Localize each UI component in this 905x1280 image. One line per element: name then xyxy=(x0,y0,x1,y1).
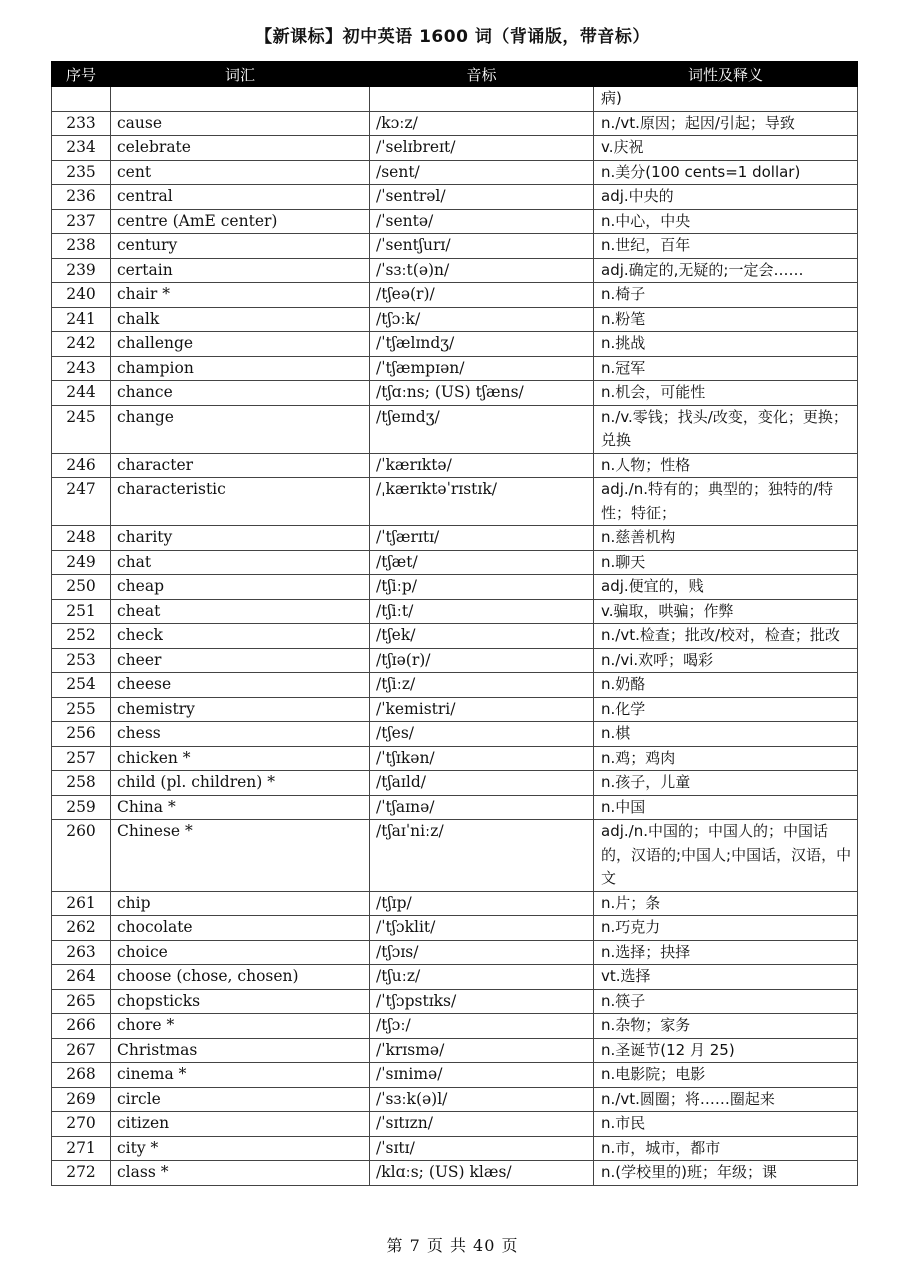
meaning-cell: n.棋 xyxy=(594,722,858,747)
word-cell: circle xyxy=(111,1087,370,1112)
phonetic-cell: /ˈsentrəl/ xyxy=(370,185,594,210)
meaning-cell: n.化学 xyxy=(594,697,858,722)
table-row xyxy=(52,916,858,941)
phonetic-cell: /ˈkemistri/ xyxy=(370,697,594,722)
table-row xyxy=(52,891,858,916)
meaning-cell: n.市民 xyxy=(594,1112,858,1137)
word-cell: change xyxy=(111,405,370,453)
word-number: 267 xyxy=(52,1038,111,1063)
phonetic-cell: /tʃɔɪs/ xyxy=(370,940,594,965)
table-row xyxy=(52,624,858,649)
meaning-cell: n.世纪，百年 xyxy=(594,234,858,259)
word-cell: chat xyxy=(111,550,370,575)
phonetic-cell: /ˈsɪtɪ/ xyxy=(370,1136,594,1161)
word-number: 272 xyxy=(52,1161,111,1186)
header-number: 序号 xyxy=(52,62,111,87)
phonetic-cell: /tʃes/ xyxy=(370,722,594,747)
phonetic-cell: /tʃɔːk/ xyxy=(370,307,594,332)
table-row xyxy=(52,307,858,332)
table-row xyxy=(52,283,858,308)
table-row xyxy=(52,453,858,478)
table-row xyxy=(52,185,858,210)
meaning-cell: vt.选择 xyxy=(594,965,858,990)
table-row xyxy=(52,697,858,722)
word-number: 260 xyxy=(52,820,111,892)
word-cell: child (pl. children) * xyxy=(111,771,370,796)
word-number: 270 xyxy=(52,1112,111,1137)
word-cell: check xyxy=(111,624,370,649)
word-number: 244 xyxy=(52,381,111,406)
table-header-row xyxy=(52,62,858,87)
phonetic-cell: /ˈtʃɔklit/ xyxy=(370,916,594,941)
word-number: 264 xyxy=(52,965,111,990)
word-number: 271 xyxy=(52,1136,111,1161)
word-number: 247 xyxy=(52,478,111,526)
word-cell: century xyxy=(111,234,370,259)
phonetic-cell: /ˈkærɪktə/ xyxy=(370,453,594,478)
phonetic-cell: /ˈtʃɪkən/ xyxy=(370,746,594,771)
phonetic-cell: /tʃiːz/ xyxy=(370,673,594,698)
meaning-cell: adj.便宜的，贱 xyxy=(594,575,858,600)
word-cell: challenge xyxy=(111,332,370,357)
word-number: 236 xyxy=(52,185,111,210)
phonetic-cell: /ˈtʃæmpɪən/ xyxy=(370,356,594,381)
word-cell: champion xyxy=(111,356,370,381)
phonetic-cell: /ˌkærɪktəˈrɪstɪk/ xyxy=(370,478,594,526)
word-cell: character xyxy=(111,453,370,478)
word-cell xyxy=(111,87,370,112)
word-number: 255 xyxy=(52,697,111,722)
word-cell: chip xyxy=(111,891,370,916)
word-cell: Christmas xyxy=(111,1038,370,1063)
table-row xyxy=(52,1136,858,1161)
word-cell: chess xyxy=(111,722,370,747)
meaning-cell: n.片；条 xyxy=(594,891,858,916)
meaning-cell: n./vt.检查；批改/校对，检查；批改 xyxy=(594,624,858,649)
meaning-cell: n.中国 xyxy=(594,795,858,820)
table-row xyxy=(52,1038,858,1063)
word-number: 257 xyxy=(52,746,111,771)
meaning-cell: n.聊天 xyxy=(594,550,858,575)
table-row xyxy=(52,989,858,1014)
phonetic-cell: /tʃɔː/ xyxy=(370,1014,594,1039)
table-row xyxy=(52,234,858,259)
word-number: 253 xyxy=(52,648,111,673)
table-row xyxy=(52,209,858,234)
table-row xyxy=(52,1161,858,1186)
table-row xyxy=(52,526,858,551)
word-number: 261 xyxy=(52,891,111,916)
header-phonetic: 音标 xyxy=(370,62,594,87)
word-cell: chemistry xyxy=(111,697,370,722)
meaning-cell: 病) xyxy=(594,87,858,112)
word-cell: cheap xyxy=(111,575,370,600)
word-number: 245 xyxy=(52,405,111,453)
meaning-cell: n./v.零钱；找头/改变，变化；更换；兑换 xyxy=(594,405,858,453)
word-number: 266 xyxy=(52,1014,111,1039)
meaning-cell: n.美分(100 cents=1 dollar) xyxy=(594,160,858,185)
word-number: 248 xyxy=(52,526,111,551)
table-row xyxy=(52,648,858,673)
word-number: 233 xyxy=(52,111,111,136)
word-cell: China * xyxy=(111,795,370,820)
word-number: 251 xyxy=(52,599,111,624)
word-cell: class * xyxy=(111,1161,370,1186)
word-number: 263 xyxy=(52,940,111,965)
phonetic-cell: /ˈselɪbreɪt/ xyxy=(370,136,594,161)
word-cell: cheat xyxy=(111,599,370,624)
word-cell: chair * xyxy=(111,283,370,308)
phonetic-cell: /tʃaɪˈniːz/ xyxy=(370,820,594,892)
phonetic-cell: /tʃæt/ xyxy=(370,550,594,575)
phonetic-cell: /tʃɪə(r)/ xyxy=(370,648,594,673)
word-number: 238 xyxy=(52,234,111,259)
table-row xyxy=(52,87,858,112)
word-cell: chore * xyxy=(111,1014,370,1039)
table-row xyxy=(52,111,858,136)
word-number: 268 xyxy=(52,1063,111,1088)
word-number: 259 xyxy=(52,795,111,820)
word-cell: chopsticks xyxy=(111,989,370,1014)
phonetic-cell: /tʃiːp/ xyxy=(370,575,594,600)
table-row xyxy=(52,258,858,283)
table-row xyxy=(52,1087,858,1112)
meaning-cell: n.(学校里的)班；年级；课 xyxy=(594,1161,858,1186)
word-cell: cause xyxy=(111,111,370,136)
table-row xyxy=(52,381,858,406)
table-row xyxy=(52,1014,858,1039)
table-row xyxy=(52,1112,858,1137)
meaning-cell: n.挑战 xyxy=(594,332,858,357)
header-meaning: 词性及释义 xyxy=(594,62,858,87)
meaning-cell: n.中心，中央 xyxy=(594,209,858,234)
meaning-cell: n.孩子，儿童 xyxy=(594,771,858,796)
table-row xyxy=(52,599,858,624)
meaning-cell: n./vi.欢呼；喝彩 xyxy=(594,648,858,673)
page-footer: 第 7 页 共 40 页 xyxy=(386,1236,519,1255)
meaning-cell: adj./n.中国的；中国人的；中国话的，汉语的;中国人;中国话，汉语，中文 xyxy=(594,820,858,892)
table-row xyxy=(52,160,858,185)
meaning-cell: n.圣诞节(12 月 25) xyxy=(594,1038,858,1063)
word-cell: choice xyxy=(111,940,370,965)
meaning-cell: n.筷子 xyxy=(594,989,858,1014)
phonetic-cell: /ˈsentʃurɪ/ xyxy=(370,234,594,259)
phonetic-cell: /ˈsɪnimə/ xyxy=(370,1063,594,1088)
phonetic-cell xyxy=(370,87,594,112)
meaning-cell: n.机会，可能性 xyxy=(594,381,858,406)
word-cell: cent xyxy=(111,160,370,185)
word-cell: Chinese * xyxy=(111,820,370,892)
page-title: 【新课标】初中英语 1600 词（背诵版，带音标） xyxy=(255,27,650,47)
table-row xyxy=(52,722,858,747)
meaning-cell: n.市，城市，都市 xyxy=(594,1136,858,1161)
word-number: 239 xyxy=(52,258,111,283)
word-cell: certain xyxy=(111,258,370,283)
word-number: 262 xyxy=(52,916,111,941)
table-row xyxy=(52,795,858,820)
meaning-cell: adj./n.特有的；典型的；独特的/特性；特征； xyxy=(594,478,858,526)
word-number: 249 xyxy=(52,550,111,575)
word-cell: city * xyxy=(111,1136,370,1161)
word-number: 241 xyxy=(52,307,111,332)
word-cell: cheese xyxy=(111,673,370,698)
word-cell: chalk xyxy=(111,307,370,332)
word-number: 252 xyxy=(52,624,111,649)
phonetic-cell: /tʃiːt/ xyxy=(370,599,594,624)
word-number: 237 xyxy=(52,209,111,234)
meaning-cell: n.杂物；家务 xyxy=(594,1014,858,1039)
phonetic-cell: /ˈtʃaɪnə/ xyxy=(370,795,594,820)
phonetic-cell: /ˈsɜːt(ə)n/ xyxy=(370,258,594,283)
word-cell: cheer xyxy=(111,648,370,673)
phonetic-cell: /tʃɑːns; (US) tʃæns/ xyxy=(370,381,594,406)
word-cell: chicken * xyxy=(111,746,370,771)
vocabulary-table xyxy=(51,61,858,1186)
word-cell: central xyxy=(111,185,370,210)
word-number: 254 xyxy=(52,673,111,698)
word-cell: citizen xyxy=(111,1112,370,1137)
phonetic-cell: /tʃeɪndʒ/ xyxy=(370,405,594,453)
table-row xyxy=(52,478,858,526)
vocabulary-rows xyxy=(52,87,858,1186)
meaning-cell: n.椅子 xyxy=(594,283,858,308)
phonetic-cell: /ˈsɜːk(ə)l/ xyxy=(370,1087,594,1112)
meaning-cell: n.奶酪 xyxy=(594,673,858,698)
phonetic-cell: /tʃek/ xyxy=(370,624,594,649)
word-number: 243 xyxy=(52,356,111,381)
word-number: 242 xyxy=(52,332,111,357)
phonetic-cell: /tʃeə(r)/ xyxy=(370,283,594,308)
word-cell: characteristic xyxy=(111,478,370,526)
word-number: 269 xyxy=(52,1087,111,1112)
phonetic-cell: /sent/ xyxy=(370,160,594,185)
phonetic-cell: /ˈtʃælɪndʒ/ xyxy=(370,332,594,357)
table-row xyxy=(52,136,858,161)
word-number xyxy=(52,87,111,112)
word-cell: choose (chose, chosen) xyxy=(111,965,370,990)
header-word: 词汇 xyxy=(111,62,370,87)
table-row xyxy=(52,405,858,453)
table-row xyxy=(52,575,858,600)
phonetic-cell: /ˈtʃɔpstɪks/ xyxy=(370,989,594,1014)
meaning-cell: n.巧克力 xyxy=(594,916,858,941)
meaning-cell: adj.确定的,无疑的;一定会…… xyxy=(594,258,858,283)
word-number: 234 xyxy=(52,136,111,161)
table-row xyxy=(52,820,858,892)
table-row xyxy=(52,550,858,575)
word-cell: celebrate xyxy=(111,136,370,161)
phonetic-cell: /ˈkrɪsmə/ xyxy=(370,1038,594,1063)
word-cell: cinema * xyxy=(111,1063,370,1088)
phonetic-cell: /klɑːs; (US) klæs/ xyxy=(370,1161,594,1186)
phonetic-cell: /tʃɪp/ xyxy=(370,891,594,916)
word-cell: charity xyxy=(111,526,370,551)
word-cell: chocolate xyxy=(111,916,370,941)
meaning-cell: n.慈善机构 xyxy=(594,526,858,551)
table-row xyxy=(52,965,858,990)
phonetic-cell: /tʃuːz/ xyxy=(370,965,594,990)
table-row xyxy=(52,746,858,771)
meaning-cell: adj.中央的 xyxy=(594,185,858,210)
table-row xyxy=(52,673,858,698)
word-number: 235 xyxy=(52,160,111,185)
meaning-cell: n.电影院；电影 xyxy=(594,1063,858,1088)
meaning-cell: n.鸡；鸡肉 xyxy=(594,746,858,771)
table-row xyxy=(52,332,858,357)
meaning-cell: n./vt.圆圈；将……圈起来 xyxy=(594,1087,858,1112)
meaning-cell: n.粉笔 xyxy=(594,307,858,332)
word-number: 258 xyxy=(52,771,111,796)
table-row xyxy=(52,771,858,796)
word-number: 246 xyxy=(52,453,111,478)
meaning-cell: n.人物；性格 xyxy=(594,453,858,478)
phonetic-cell: /tʃaɪld/ xyxy=(370,771,594,796)
meaning-cell: n.选择；抉择 xyxy=(594,940,858,965)
meaning-cell: v.骗取，哄骗；作弊 xyxy=(594,599,858,624)
word-number: 265 xyxy=(52,989,111,1014)
table-row xyxy=(52,356,858,381)
phonetic-cell: /ˈtʃærɪtɪ/ xyxy=(370,526,594,551)
word-cell: centre (AmE center) xyxy=(111,209,370,234)
word-number: 240 xyxy=(52,283,111,308)
meaning-cell: n.冠军 xyxy=(594,356,858,381)
phonetic-cell: /kɔːz/ xyxy=(370,111,594,136)
table-row xyxy=(52,1063,858,1088)
phonetic-cell: /ˈsentə/ xyxy=(370,209,594,234)
word-number: 250 xyxy=(52,575,111,600)
meaning-cell: v.庆祝 xyxy=(594,136,858,161)
table-row xyxy=(52,940,858,965)
word-number: 256 xyxy=(52,722,111,747)
word-cell: chance xyxy=(111,381,370,406)
meaning-cell: n./vt.原因；起因/引起；导致 xyxy=(594,111,858,136)
phonetic-cell: /ˈsɪtɪzn/ xyxy=(370,1112,594,1137)
